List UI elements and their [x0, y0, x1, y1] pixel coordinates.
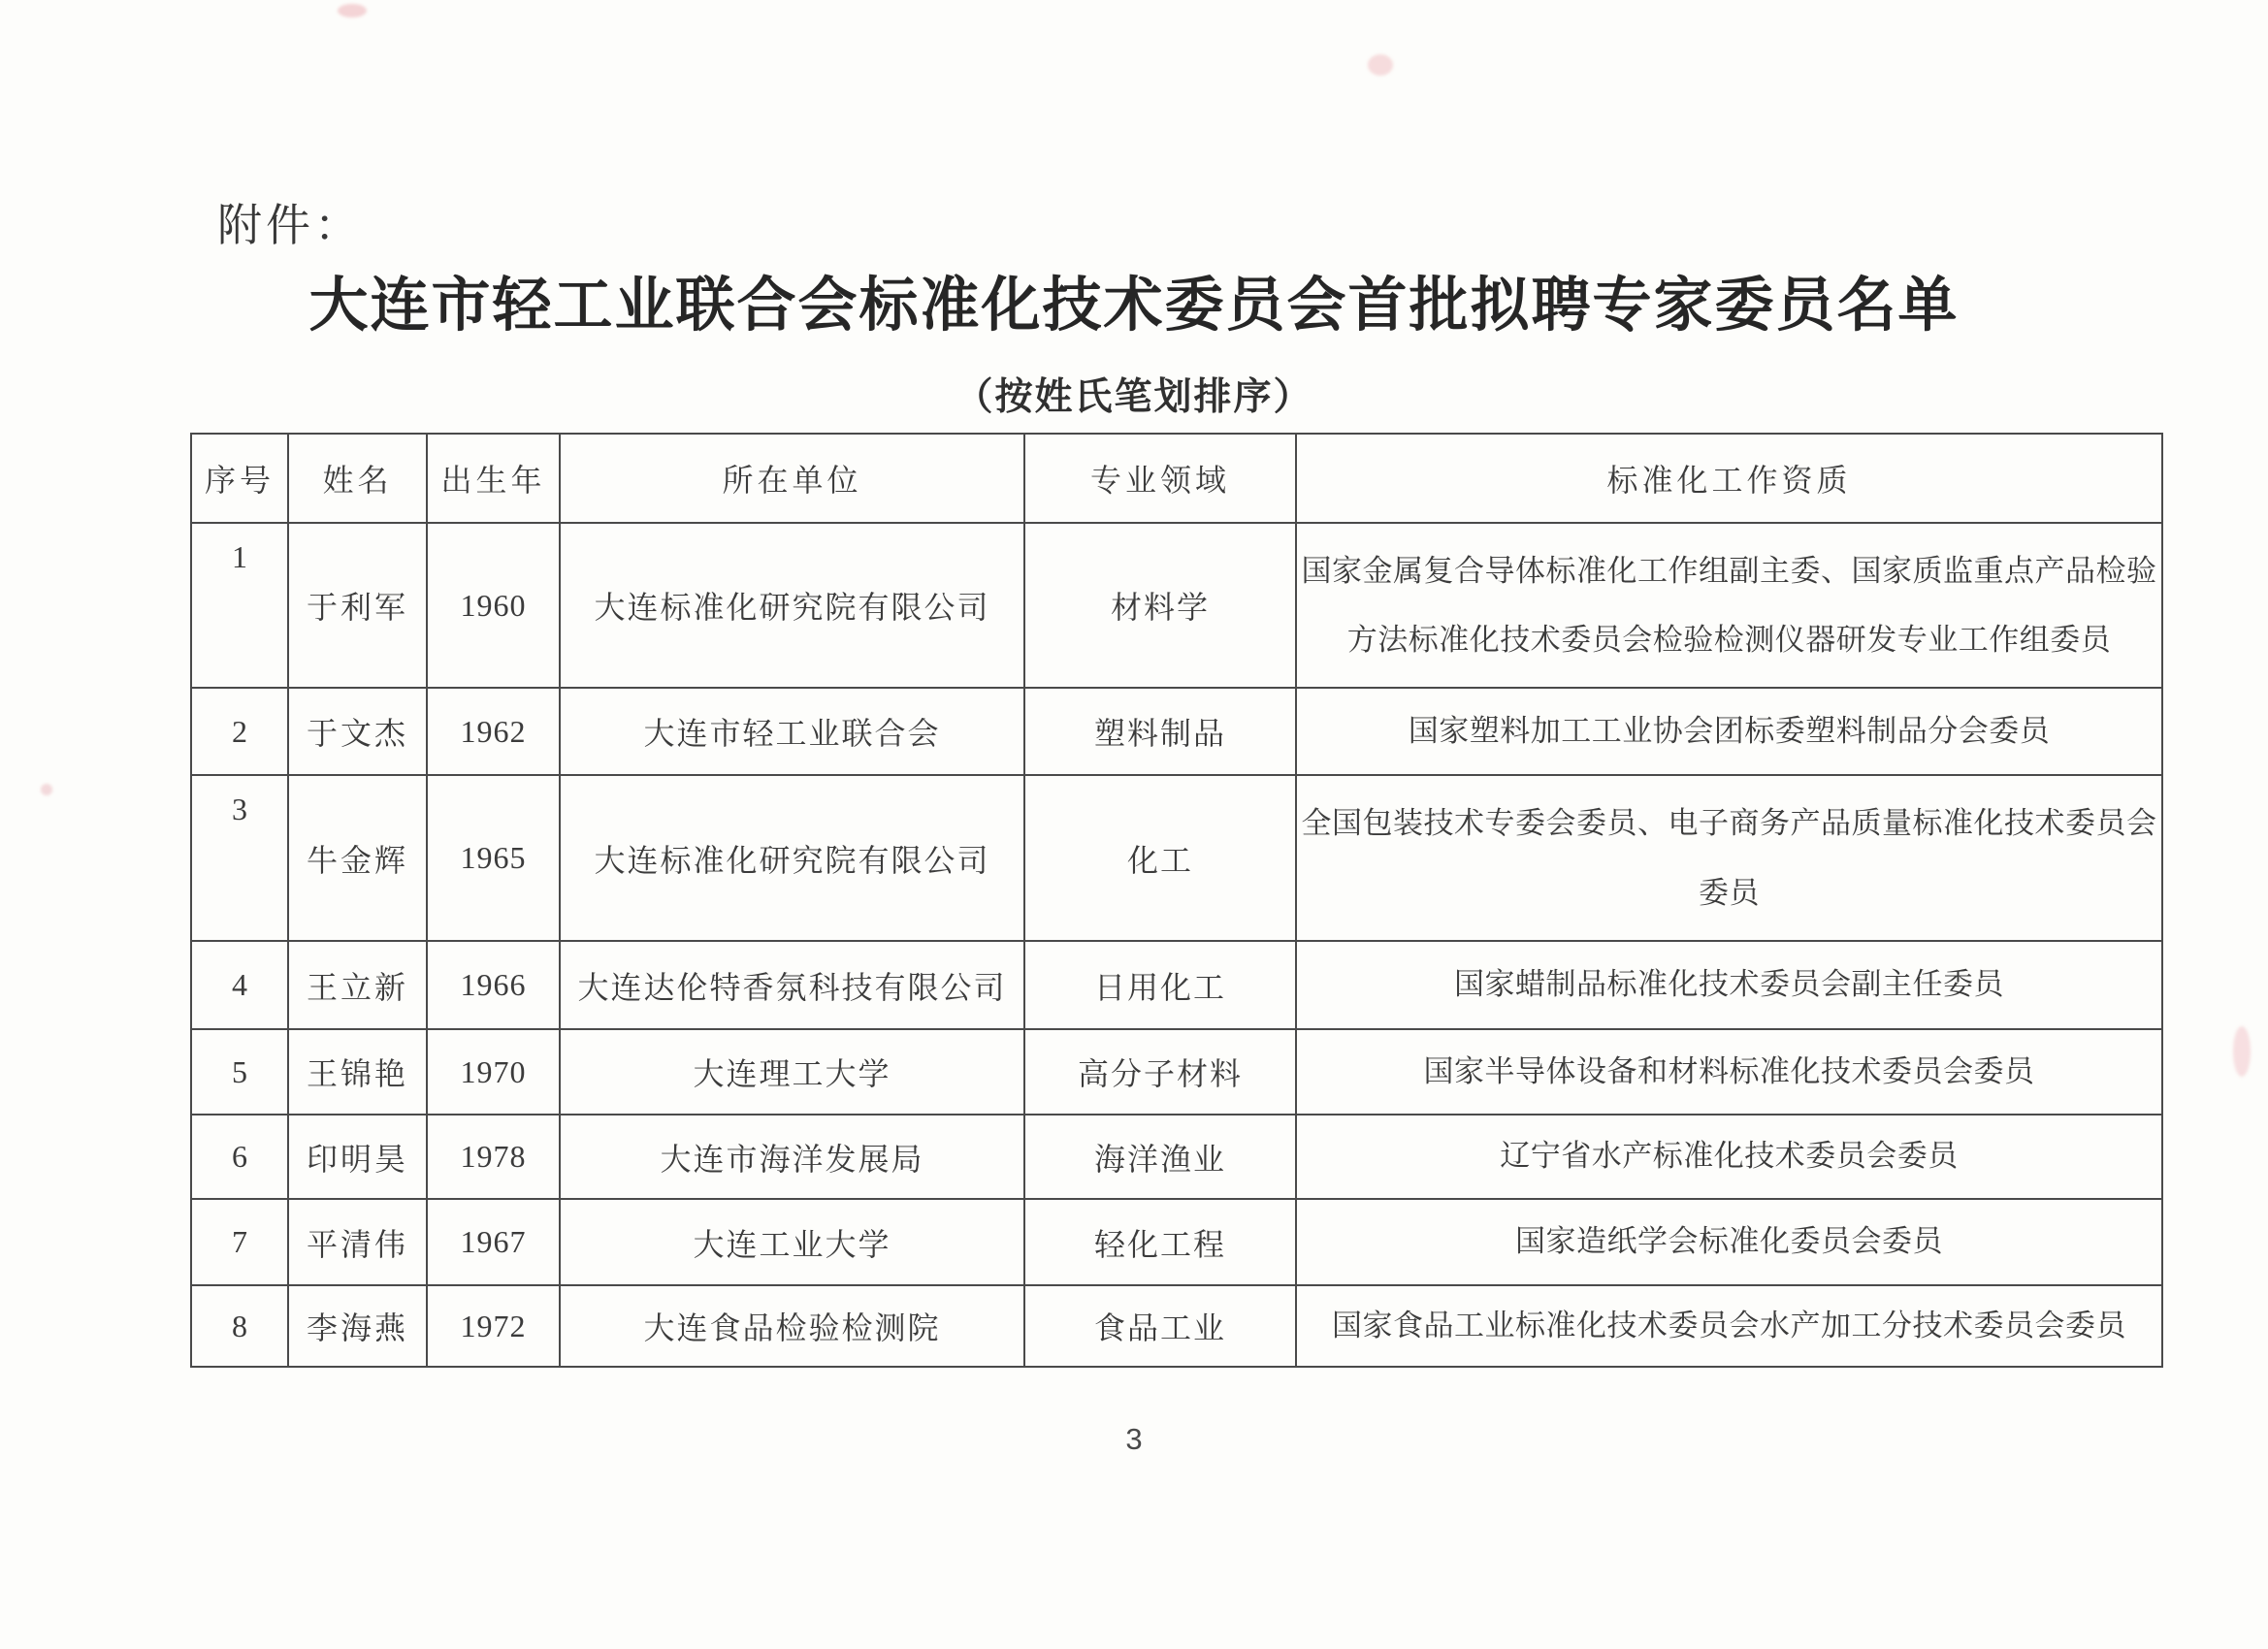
qualification-cell: 全国包装技术专委会委员、电子商务产品质量标准化技术委员会委员 — [1296, 775, 2162, 941]
organization-cell: 大连工业大学 — [560, 1199, 1024, 1285]
organization-cell: 大连食品检验检测院 — [560, 1285, 1024, 1367]
page-number: 3 — [1125, 1422, 1143, 1456]
field-cell: 食品工业 — [1024, 1285, 1296, 1367]
organization-cell: 大连理工大学 — [560, 1029, 1024, 1115]
field-cell: 轻化工程 — [1024, 1199, 1296, 1285]
qualification-cell: 国家半导体设备和材料标准化技术委员会委员 — [1296, 1029, 2162, 1115]
scan-artifact-icon — [41, 784, 52, 795]
field-cell: 高分子材料 — [1024, 1029, 1296, 1115]
table-row — [191, 775, 2162, 941]
table-row — [191, 523, 2162, 688]
organization-cell: 大连标准化研究院有限公司 — [560, 775, 1024, 941]
serial-cell: 8 — [191, 1285, 288, 1367]
organization-cell: 大连达伦特香氛科技有限公司 — [560, 941, 1024, 1029]
name-cell: 王锦艳 — [288, 1029, 427, 1115]
field-cell: 化工 — [1024, 775, 1296, 941]
organization-cell: 大连市轻工业联合会 — [560, 688, 1024, 775]
table-row — [191, 941, 2162, 1029]
expert-roster-table — [190, 433, 2163, 1368]
field-cell: 日用化工 — [1024, 941, 1296, 1029]
serial-cell: 2 — [191, 688, 288, 775]
serial-cell: 4 — [191, 941, 288, 1029]
scan-artifact-icon — [338, 4, 367, 17]
document-title: 大连市轻工业联合会标准化技术委员会首批拟聘专家委员名单 — [308, 272, 1960, 338]
table-row — [191, 688, 2162, 775]
qualification-cell: 国家塑料加工工业协会团标委塑料制品分会委员 — [1296, 688, 2162, 775]
serial-cell: 6 — [191, 1115, 288, 1199]
column-header: 姓名 — [288, 434, 427, 523]
qualification-cell: 国家造纸学会标准化委员会委员 — [1296, 1199, 2162, 1285]
name-cell: 于文杰 — [288, 688, 427, 775]
birth-year-cell: 1966 — [427, 941, 560, 1029]
qualification-cell: 国家蜡制品标准化技术委员会副主任委员 — [1296, 941, 2162, 1029]
table-header-row — [191, 434, 2162, 523]
field-cell: 材料学 — [1024, 523, 1296, 688]
column-header: 专业领域 — [1024, 434, 1296, 523]
serial-cell: 3 — [191, 775, 288, 941]
qualification-cell: 国家食品工业标准化技术委员会水产加工分技术委员会委员 — [1296, 1285, 2162, 1367]
birth-year-cell: 1970 — [427, 1029, 560, 1115]
scan-artifact-icon — [2233, 1026, 2251, 1077]
birth-year-cell: 1972 — [427, 1285, 560, 1367]
qualification-cell: 辽宁省水产标准化技术委员会委员 — [1296, 1115, 2162, 1199]
serial-cell: 1 — [191, 523, 288, 688]
name-cell: 于利军 — [288, 523, 427, 688]
field-cell: 塑料制品 — [1024, 688, 1296, 775]
name-cell: 平清伟 — [288, 1199, 427, 1285]
qualification-cell: 国家金属复合导体标准化工作组副主委、国家质监重点产品检验方法标准化技术委员会检验检测仪器研发专业工作组委员 — [1296, 523, 2162, 688]
birth-year-cell: 1965 — [427, 775, 560, 941]
name-cell: 印明昊 — [288, 1115, 427, 1199]
table-body — [191, 523, 2162, 1367]
column-header: 出生年 — [427, 434, 560, 523]
serial-cell: 7 — [191, 1199, 288, 1285]
field-cell: 海洋渔业 — [1024, 1115, 1296, 1199]
birth-year-cell: 1962 — [427, 688, 560, 775]
organization-cell: 大连市海洋发展局 — [560, 1115, 1024, 1199]
column-header: 标准化工作资质 — [1296, 434, 2162, 523]
birth-year-cell: 1960 — [427, 523, 560, 688]
birth-year-cell: 1978 — [427, 1115, 560, 1199]
organization-cell: 大连标准化研究院有限公司 — [560, 523, 1024, 688]
name-cell: 王立新 — [288, 941, 427, 1029]
column-header: 序号 — [191, 434, 288, 523]
name-cell: 李海燕 — [288, 1285, 427, 1367]
serial-cell: 5 — [191, 1029, 288, 1115]
table-row — [191, 1115, 2162, 1199]
table-row — [191, 1029, 2162, 1115]
birth-year-cell: 1967 — [427, 1199, 560, 1285]
attachment-label: 附件： — [217, 201, 363, 250]
column-header: 所在单位 — [560, 434, 1024, 523]
name-cell: 牛金辉 — [288, 775, 427, 941]
scan-artifact-icon — [1368, 54, 1393, 76]
table-row — [191, 1199, 2162, 1285]
table-row — [191, 1285, 2162, 1367]
sort-order-note: （按姓氏笔划排序） — [955, 376, 1313, 418]
